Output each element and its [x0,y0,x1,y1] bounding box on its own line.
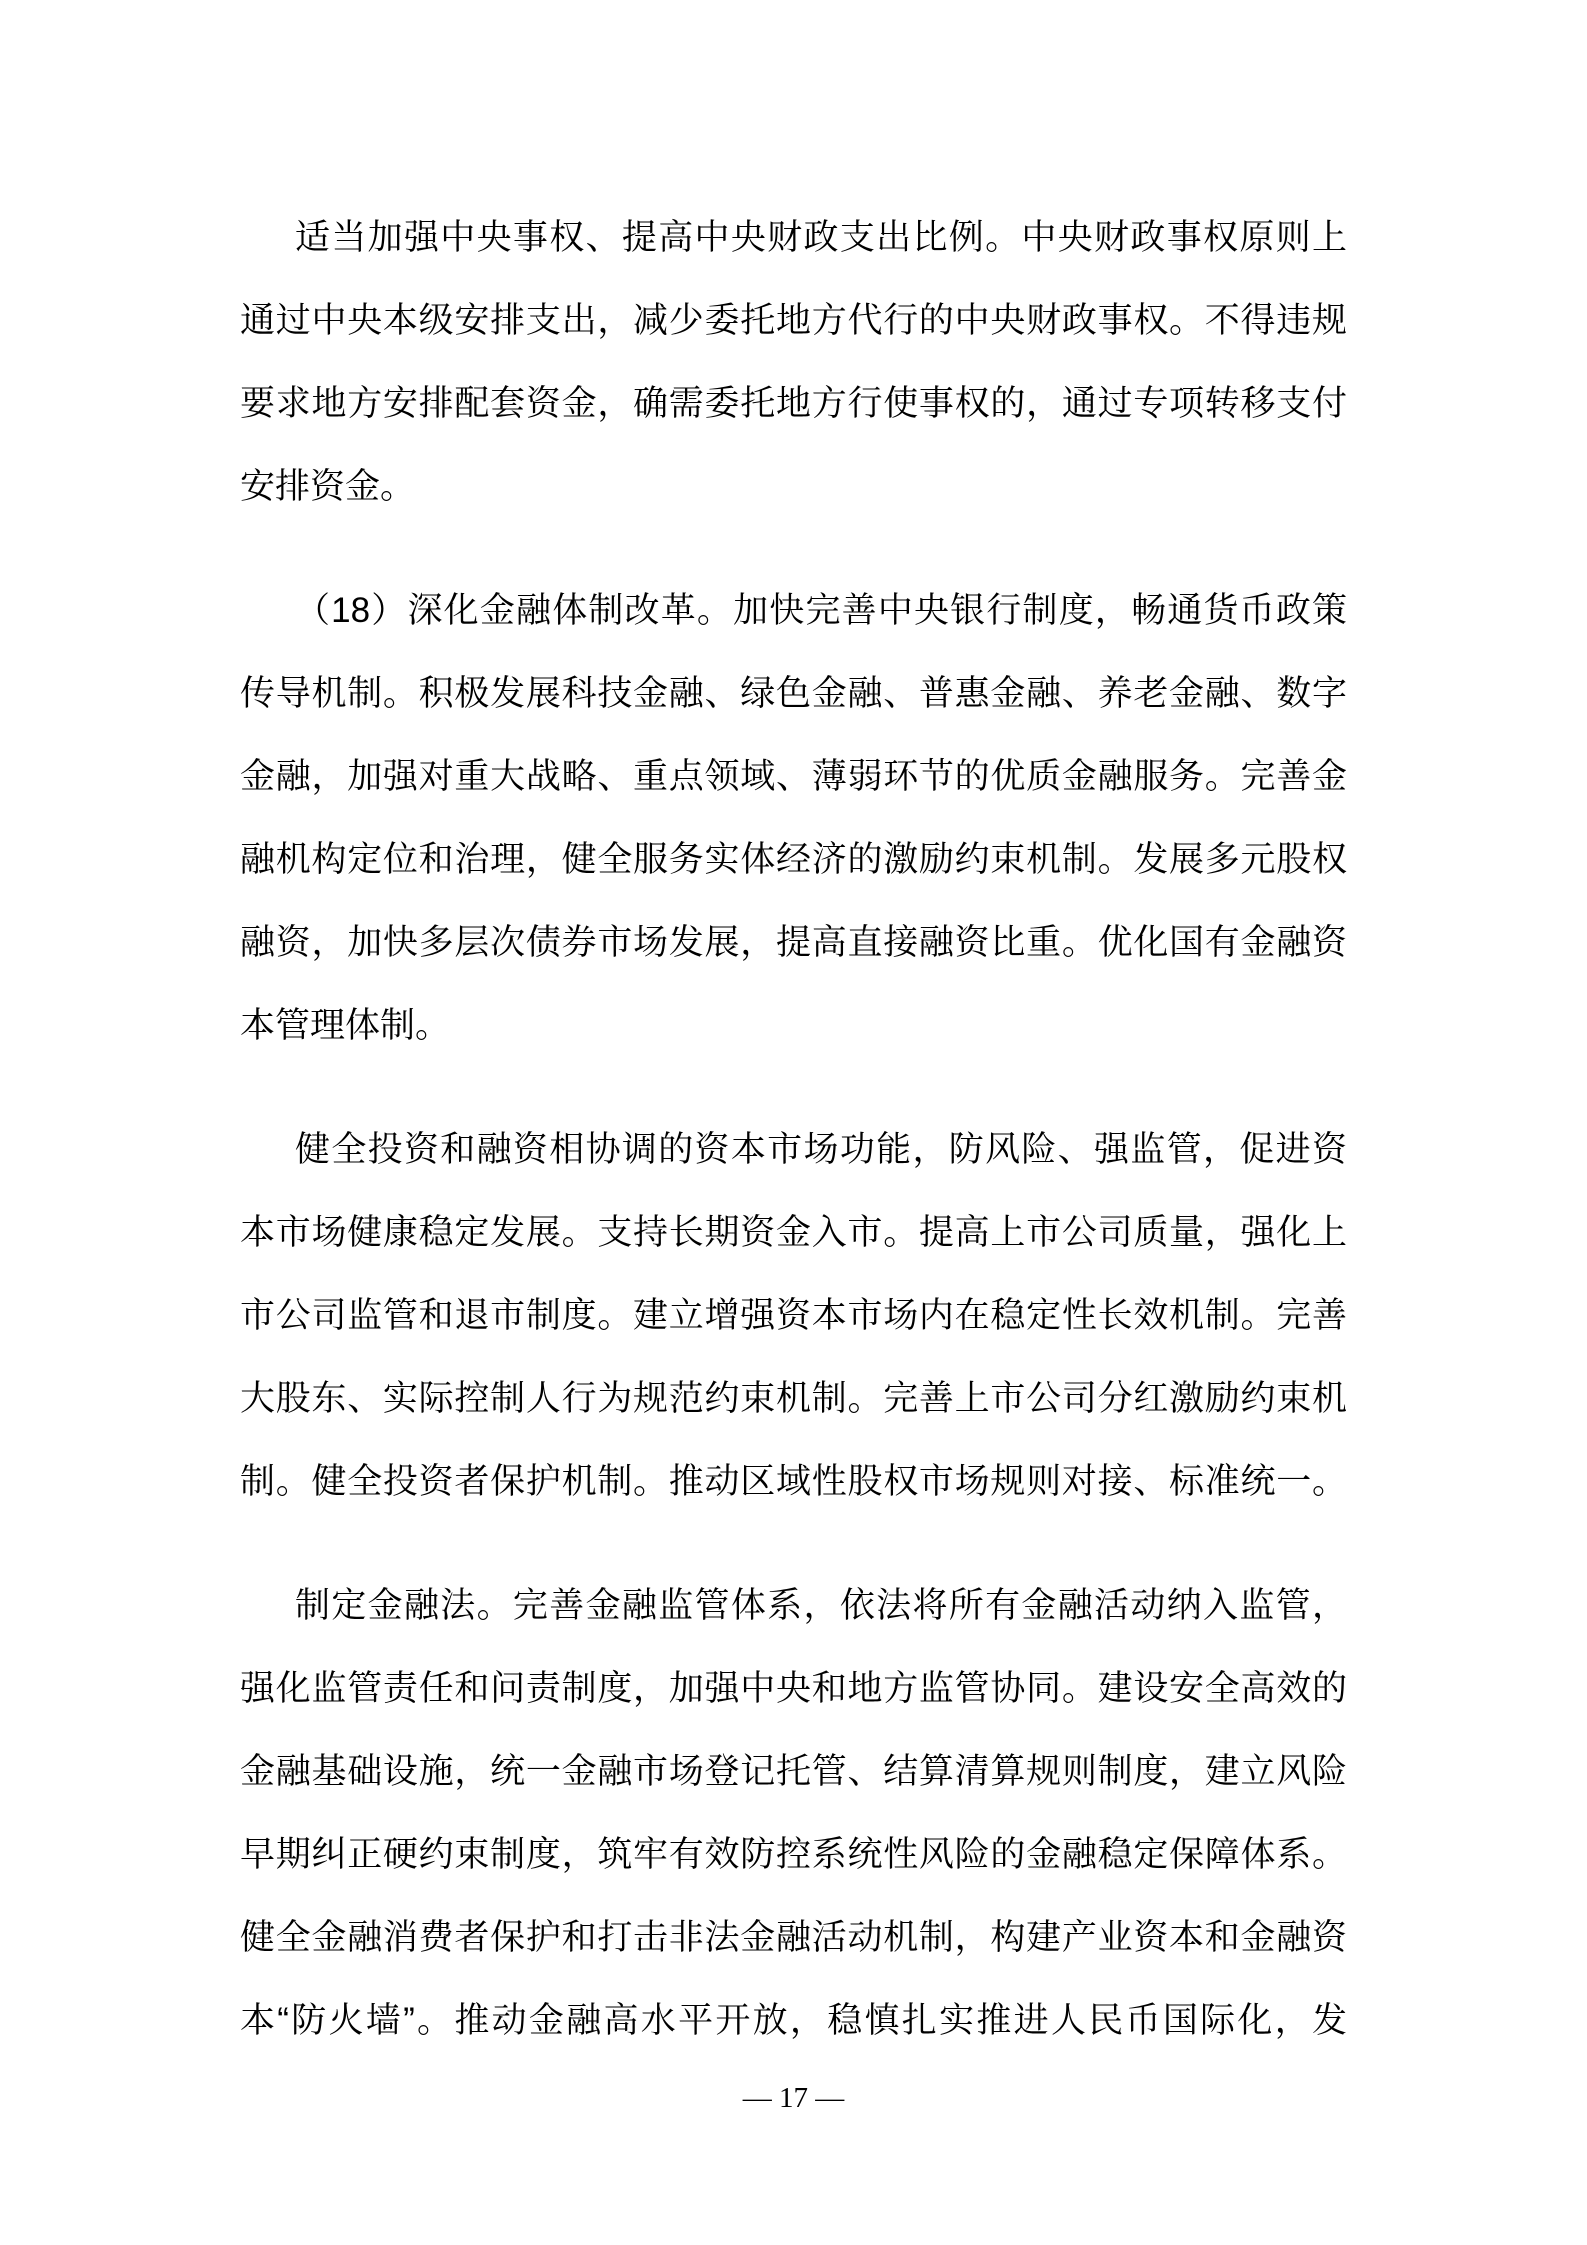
text-block [240,196,1347,2062]
text-line: 传导机制。积极发展科技金融、绿色金融、普惠金融、养老金融、数字 [240,674,1347,713]
text-line: 要求地方安排配套资金，确需委托地方行使事权的，通过专项转移支付 [240,384,1347,423]
text-line: 本市场健康稳定发展。支持长期资金入市。提高上市公司质量，强化上 [240,1213,1347,1252]
text-line: 金融，加强对重大战略、重点领域、薄弱环节的优质金融服务。完善金 [240,757,1347,796]
text-line: 通过中央本级安排支出，减少委托地方代行的中央财政事权。不得违规 [240,301,1347,340]
text-line: 安排资金。 [240,467,416,506]
text-line: 适当加强中央事权、提高中央财政支出比例。中央财政事权原则上 [295,218,1347,257]
paragraph [240,1108,1347,1523]
paragraph [240,1564,1347,2062]
text-line: 大股东、实际控制人行为规范约束机制。完善上市公司分红激励约束机 [240,1379,1347,1418]
paragraph [240,569,1347,1067]
text-line: 融机构定位和治理，健全服务实体经济的激励约束机制。发展多元股权 [240,840,1347,879]
text-line: 市公司监管和退市制度。建立增强资本市场内在稳定性长效机制。完善 [240,1296,1347,1335]
text-line: 本管理体制。 [240,1006,451,1045]
text-line: 融资，加快多层次债券市场发展，提高直接融资比重。优化国有金融资 [240,923,1347,962]
text-line: 制。健全投资者保护机制。推动区域性股权市场规则对接、标准统一。 [240,1462,1347,1501]
text-line: 健全投资和融资相协调的资本市场功能，防风险、强监管，促进资 [295,1130,1347,1169]
page-footer [0,2072,1587,2124]
text-line: 健全金融消费者保护和打击非法金融活动机制，构建产业资本和金融资 [240,1918,1347,1957]
text-line: 强化监管责任和问责制度，加强中央和地方监管协同。建设安全高效的 [240,1669,1347,1708]
paragraph [240,196,1347,528]
text-line: 早期纠正硬约束制度，筑牢有效防控系统性风险的金融稳定保障体系。 [240,1835,1347,1874]
text-line: 本“防火墙”。推动金融高水平开放，稳慎扎实推进人民币国际化，发 [240,2001,1347,2040]
text-line: 金融基础设施，统一金融市场登记托管、结算清算规则制度，建立风险 [240,1752,1347,1791]
page-number: — 17 — [742,2082,845,2114]
text-line: （18）深化金融体制改革。加快完善中央银行制度，畅通货币政策 [295,591,1347,630]
text-line: 制定金融法。完善金融监管体系，依法将所有金融活动纳入监管， [295,1586,1347,1625]
